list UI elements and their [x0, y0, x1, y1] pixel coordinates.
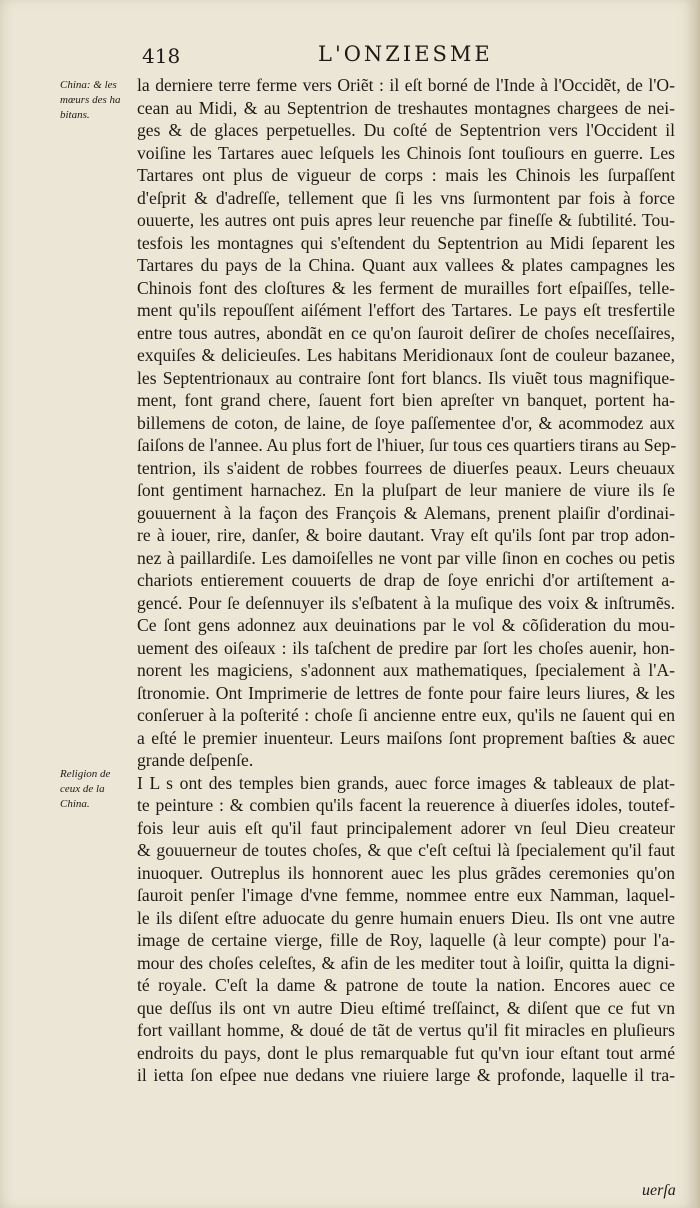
catchword: uerſa	[642, 1182, 676, 1199]
text-line: d'eſprit & d'adreſſe, tellement que ſi les vns ſurmontent par fois à force	[137, 187, 675, 208]
text-line: ment, font grand chere, ſauent fort bien apreſter vn banquet, portent ha-	[137, 390, 675, 410]
text-line: le ils diſent eſtre aduocate du genre humain enuers Dieu. Ils ont vne autre	[137, 907, 675, 928]
text-line: a eſté le premier inuenteur. Leurs maiſons ſont proprement baſties & auec	[137, 727, 675, 748]
text-line: entre tous autres, abondãt en ce qu'on ſauroit deſirer de choſes neceſſaires,	[137, 322, 675, 343]
margin-note-line: China: & les	[60, 79, 117, 91]
text-line: tesfois les montagnes qui s'eſtendent du Septentrion au Midi ſeparent les	[137, 232, 675, 253]
text-line: endroits du pays, dont le plus remarquable fut qu'vn iour eſtant tout armé	[137, 1042, 675, 1063]
text-line: ouuerte, les autres ont puis apres leur reuenche par fineſſe & ſubtilité. Tou-	[137, 210, 675, 230]
text-line: inuoquer. Outreplus ils honnorent auec les plus grãdes ceremonies qu'on	[137, 862, 675, 883]
text-line: ſont gentiment harnachez. En la pluſpart de leur maniere de viure ils ſe	[137, 480, 675, 500]
text-line: la derniere terre ferme vers Oriẽt : il eſt borné de l'Inde à l'Occidẽt, de l'O-	[137, 75, 675, 95]
text-line: ſaiſons de l'annee. Au plus fort de l'hiuer, ſur tous ces quartiers tirans au Sep-	[137, 435, 677, 455]
text-line: gouuernent à la façon des François & Alemans, prenent plaiſir d'ordinai-	[137, 502, 675, 523]
text-line: que deſſus ils ont vn autre Dieu eſtimé treſſainct, & diſent que ce fut vn	[137, 997, 675, 1018]
text-line: re à iouer, rire, danſer, & boire dautant. Vray eſt qu'ils ſont par trop adon-	[137, 525, 675, 545]
text-line: uement des oiſeaux : ils taſchent de predire par ſort les choſes auenir, hon-	[137, 637, 675, 658]
text-line: image de certaine vierge, fille de Roy, laquelle (à leur compte) pour l'a-	[137, 930, 675, 950]
text-line: fort vaillant homme, & doué de tãt de vertus qu'il fit miracles en pluſieurs	[137, 1020, 675, 1040]
text-line: gencé. Pour ſe deſennuyer ils s'eſbatent à la muſique des voix & inſtrumẽs.	[137, 592, 675, 613]
text-line: ſtronomie. Ont Imprimerie de lettres de fonte pour faire leurs liures, & les	[137, 682, 675, 703]
text-line: mour des choſes celeſtes, & afin de les mediter tout à loiſir, quitta la digni-	[137, 952, 675, 973]
text-line: ges & de glaces perpetuelles. Du coſté de Septentrion vers l'Occident il	[137, 120, 675, 140]
body-text	[137, 74, 675, 1087]
text-line: billemens de coton, de laine, de ſoye paſſementee d'or, & acommodez aux	[137, 412, 675, 433]
text-line: les Septentrionaux au contraire ſont fort blancs. Ils viuẽt tous magnifique-	[137, 367, 675, 388]
text-line: Chinois font des cloſtures & les ferment de murailles fort eſpaiſſes, telle-	[137, 277, 675, 298]
text-line: exquiſes & delicieuſes. Les habitans Meridionaux ſont de couleur bazanee,	[137, 345, 675, 365]
margin-note-line: bitans.	[60, 109, 90, 121]
text-line: chariots entierement couuerts de drap de ſoye enrichi d'or artiſtement a-	[137, 570, 675, 590]
text-line: grande deſpenſe.	[137, 750, 254, 770]
text-line: Ce ſont gens adonnez aux deuinations par le vol & cõſideration du mou-	[137, 615, 675, 635]
text-line: nez à paillardiſe. Les damoiſelles ne vont par ville ſinon en coches ou petis	[137, 547, 675, 568]
page-header	[0, 42, 700, 70]
text-line: & gouuerneur de toutes choſes, & que c'eſt ceſtui là ſpecialement qu'il faut	[137, 840, 675, 860]
page-number: 418	[142, 44, 181, 68]
text-line: te peinture : & combien qu'ils facent la reuerence à diuerſes idoles, toutef-	[137, 795, 675, 815]
text-line: voiſine les Tartares auec leſquels les Chinois ſont touſiours en guerre. Les	[137, 142, 675, 163]
margin-note-line: China.	[60, 798, 90, 810]
text-line: ment qu'ils repouſſent aiſément l'effort des Tartares. Le pays eſt tresfertile	[137, 300, 675, 320]
text-line: il ietta ſon eſpee nue dedans vne riuiere large & profonde, laquelle il tra-	[137, 1065, 675, 1085]
margin-note-line: ceux de la	[60, 783, 105, 795]
page-edge-shadow	[694, 0, 700, 1208]
margin-note-line: Religion de	[60, 768, 111, 780]
running-title: L'ONZIESME	[318, 42, 493, 66]
text-line: ſauroit penſer l'image d'vne femme, nommee entre eux Namman, laquel-	[137, 885, 675, 905]
text-line: té royale. C'eſt la dame & patrone de toute la nation. Encores auec ce	[137, 975, 675, 995]
margin-note-china	[60, 78, 132, 123]
text-line: I L s ont des temples bien grands, auec force images & tableaux de plat-	[137, 772, 675, 793]
margin-note-line: mœurs des ha	[60, 94, 121, 106]
text-line: cean au Midi, & au Septentrion de treshautes montagnes chargees de nei-	[137, 97, 675, 118]
text-line: conſeruer à la poſterité : choſe ſi ancienne entre eux, qu'ils ne ſauent qui en	[137, 705, 675, 725]
text-line: fois leur auis eſt qu'il faut principalement adorer vn ſeul Dieu createur	[137, 817, 675, 838]
text-line: norent les magiciens, s'adonnent aux mathematiques, ſpecialement à l'A-	[137, 660, 675, 680]
text-line: Tartares du pays de la China. Quant aux vallees & plates campagnes les	[137, 255, 675, 275]
text-line: tentrion, ils s'aident de robbes fourrees de diuerſes peaux. Leurs cheuaux	[137, 457, 675, 478]
text-line: Tartares ont plus de vigueur de corps : mais les Chinois les ſurpaſſent	[137, 165, 675, 185]
margin-note-religion	[60, 767, 132, 812]
